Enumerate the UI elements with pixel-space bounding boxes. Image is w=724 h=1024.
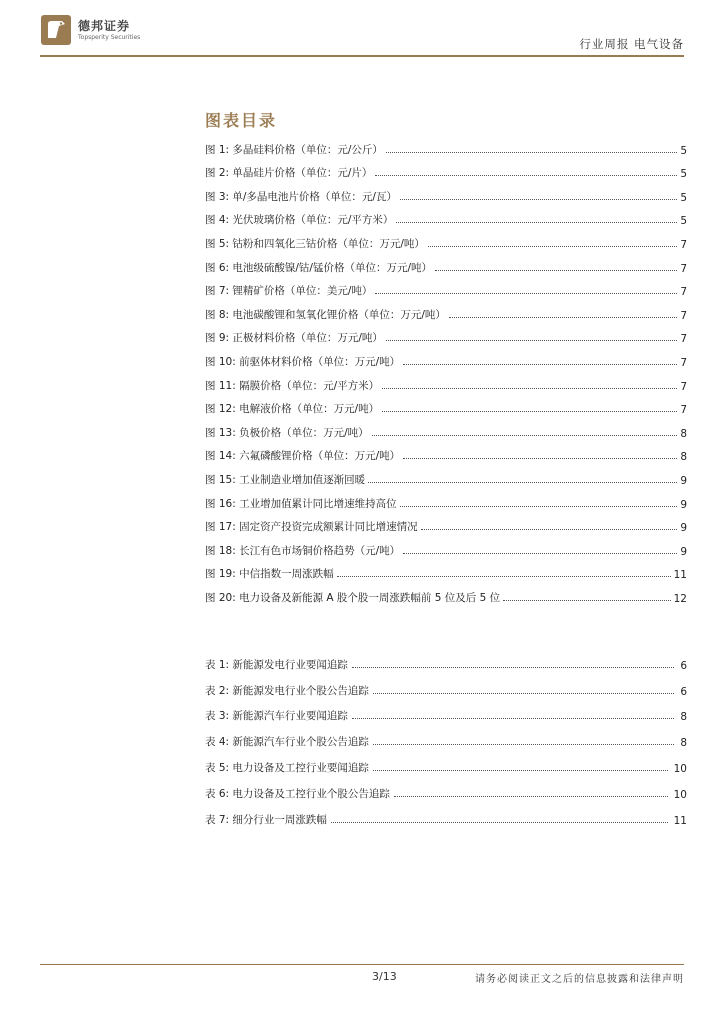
- page-header: [0, 0, 724, 60]
- dot-leader: [368, 482, 677, 483]
- figure-entry-page: 7: [680, 286, 687, 299]
- figure-entry-page: 9: [680, 498, 687, 511]
- figure-entry-page: 9: [680, 522, 687, 535]
- footer-divider: [40, 964, 684, 965]
- table-entry[interactable]: [205, 801, 687, 827]
- figure-entry-label: 图 14: 六氟磷酸锂价格（单位：万元/吨）: [205, 450, 401, 463]
- figure-entry[interactable]: [205, 534, 687, 558]
- figure-entry-label: 图 18: 长江有色市场铜价格趋势（元/吨）: [205, 544, 401, 557]
- figure-entry[interactable]: [205, 393, 687, 417]
- figure-entry-label: 图 6: 电池级硫酸镍/钴/锰价格（单位：万元/吨）: [205, 261, 433, 274]
- figure-entry-page: 12: [673, 592, 687, 605]
- figure-entry-page: 8: [680, 427, 687, 440]
- header-divider: [40, 55, 684, 57]
- figure-entry-page: 7: [680, 238, 687, 251]
- figure-entry[interactable]: [205, 251, 687, 275]
- dot-leader: [403, 364, 677, 365]
- figure-entry-page: 7: [680, 309, 687, 322]
- figure-entry-page: 11: [673, 569, 687, 582]
- dot-leader: [400, 506, 678, 507]
- table-entry-label: 表 5: 电力设备及工控行业要闻追踪: [205, 761, 369, 774]
- dot-leader: [428, 246, 677, 247]
- dot-leader: [375, 175, 677, 176]
- dot-leader: [449, 317, 677, 318]
- logo-name-en: Topsperity Securities: [78, 33, 141, 41]
- figure-entry-page: 5: [680, 191, 687, 204]
- dot-leader: [372, 435, 678, 436]
- figure-entry-label: 图 9: 正极材料价格（单位：万元/吨）: [205, 332, 383, 345]
- figure-entry-label: 图 11: 隔膜价格（单位：元/平方米）: [205, 379, 380, 392]
- table-entry-page: 11: [673, 814, 687, 827]
- figure-entry[interactable]: [205, 511, 687, 535]
- disclaimer-note: 请务必阅读正文之后的信息披露和法律声明: [475, 974, 684, 985]
- table-entry-page: 8: [680, 711, 687, 724]
- sector-name: 电气设备: [634, 37, 684, 51]
- dot-leader: [373, 744, 674, 745]
- figure-entry-label: 图 2: 单晶硅片价格（单位：元/片）: [205, 167, 373, 180]
- figure-entry-page: 7: [680, 333, 687, 346]
- figure-entry-label: 图 7: 锂精矿价格（单位：美元/吨）: [205, 285, 373, 298]
- figure-entry-page: 5: [680, 168, 687, 181]
- figure-entry-label: 图 19: 中信指数一周涨跌幅: [205, 568, 334, 581]
- dot-leader: [386, 152, 677, 153]
- logo-name-cn: 德邦证券: [78, 18, 131, 33]
- table-entry-page: 6: [680, 659, 687, 672]
- figure-entry-label: 图 10: 前驱体材料价格（单位：万元/吨）: [205, 355, 401, 368]
- figure-entry-page: 5: [680, 215, 687, 228]
- header-category: [579, 36, 684, 52]
- dot-leader: [503, 600, 670, 601]
- figure-entry-label: 图 3: 单/多晶电池片价格（单位：元/瓦）: [205, 190, 397, 203]
- figure-entry-page: 7: [680, 356, 687, 369]
- figure-entry-page: 7: [680, 262, 687, 275]
- figure-entry[interactable]: [205, 133, 687, 157]
- figure-entry-label: 图 5: 钴粉和四氧化三钴价格（单位：万元/吨）: [205, 237, 425, 250]
- table-entry-label: 表 3: 新能源汽车行业要闻追踪: [205, 710, 348, 723]
- figure-entry[interactable]: [205, 487, 687, 511]
- table-entry[interactable]: [205, 723, 687, 749]
- figure-entry[interactable]: [205, 581, 687, 605]
- dot-leader: [352, 718, 674, 719]
- figure-entry[interactable]: [205, 322, 687, 346]
- figure-entry-label: 图 16: 工业增加值累计同比增速维持高位: [205, 497, 397, 510]
- figure-entry-label: 图 13: 负极价格（单位：万元/吨）: [205, 426, 369, 439]
- figure-entry[interactable]: [205, 204, 687, 228]
- dot-leader: [382, 411, 677, 412]
- figure-list: [205, 133, 687, 605]
- table-entry-page: 6: [680, 685, 687, 698]
- dot-leader: [375, 293, 677, 294]
- figure-entry[interactable]: [205, 416, 687, 440]
- table-entry-page: 8: [680, 737, 687, 750]
- figure-entry[interactable]: [205, 463, 687, 487]
- dot-leader: [394, 796, 668, 797]
- dot-leader: [421, 529, 678, 530]
- figure-entry[interactable]: [205, 345, 687, 369]
- figure-entry-page: 7: [680, 380, 687, 393]
- page-number: 3/13: [372, 970, 397, 983]
- figure-entry-page: 9: [680, 474, 687, 487]
- dot-leader: [373, 770, 668, 771]
- table-entry-label: 表 1: 新能源发电行业要闻追踪: [205, 658, 348, 671]
- figure-entry-label: 图 12: 电解液价格（单位：万元/吨）: [205, 403, 380, 416]
- figure-entry[interactable]: [205, 440, 687, 464]
- table-entry-label: 表 7: 细分行业一周涨跌幅: [205, 813, 327, 826]
- table-entry[interactable]: [205, 646, 687, 672]
- dot-leader: [386, 340, 677, 341]
- toc-title: 图表目录: [205, 111, 278, 130]
- table-entry[interactable]: [205, 775, 687, 801]
- figure-entry[interactable]: [205, 369, 687, 393]
- figure-entry[interactable]: [205, 180, 687, 204]
- figure-entry-label: 图 20: 电力设备及新能源 A 股个股一周涨跌幅前 5 位及后 5 位: [205, 591, 501, 604]
- figure-entry[interactable]: [205, 558, 687, 582]
- figure-entry-page: 5: [680, 144, 687, 157]
- dot-leader: [382, 388, 677, 389]
- table-entry[interactable]: [205, 698, 687, 724]
- table-entry-page: 10: [673, 762, 687, 775]
- dot-leader: [373, 693, 674, 694]
- figure-entry-label: 图 17: 固定资产投资完成额累计同比增速情况: [205, 521, 418, 534]
- table-entry-page: 10: [673, 788, 687, 801]
- figure-entry-page: 9: [680, 545, 687, 558]
- figure-entry-page: 7: [680, 404, 687, 417]
- dot-leader: [403, 553, 677, 554]
- company-logo: [40, 14, 140, 46]
- dot-leader: [352, 667, 674, 668]
- figure-entry-page: 8: [680, 451, 687, 464]
- dot-leader: [337, 576, 671, 577]
- table-entry[interactable]: [205, 749, 687, 775]
- dot-leader: [400, 199, 677, 200]
- dot-leader: [331, 822, 668, 823]
- dot-leader: [396, 222, 677, 223]
- figure-entry[interactable]: [205, 227, 687, 251]
- logo-icon: [40, 14, 72, 46]
- report-type: 行业周报: [579, 37, 630, 51]
- figure-entry[interactable]: [205, 298, 687, 322]
- dot-leader: [435, 270, 677, 271]
- figure-entry-label: 图 8: 电池碳酸锂和氢氧化锂价格（单位：万元/吨）: [205, 308, 446, 321]
- figure-entry-label: 图 4: 光伏玻璃价格（单位：元/平方米）: [205, 214, 394, 227]
- table-entry-label: 表 4: 新能源汽车行业个股公告追踪: [205, 736, 369, 749]
- figure-entry-label: 图 1: 多晶硅料价格（单位：元/公斤）: [205, 143, 383, 156]
- figure-entry[interactable]: [205, 275, 687, 299]
- dot-leader: [403, 458, 677, 459]
- table-entry-label: 表 6: 电力设备及工控行业个股公告追踪: [205, 787, 390, 800]
- table-entry-label: 表 2: 新能源发电行业个股公告追踪: [205, 684, 369, 697]
- figure-entry-label: 图 15: 工业制造业增加值逐渐回暖: [205, 473, 366, 486]
- figure-entry[interactable]: [205, 157, 687, 181]
- table-entry[interactable]: [205, 672, 687, 698]
- table-list: [205, 646, 687, 827]
